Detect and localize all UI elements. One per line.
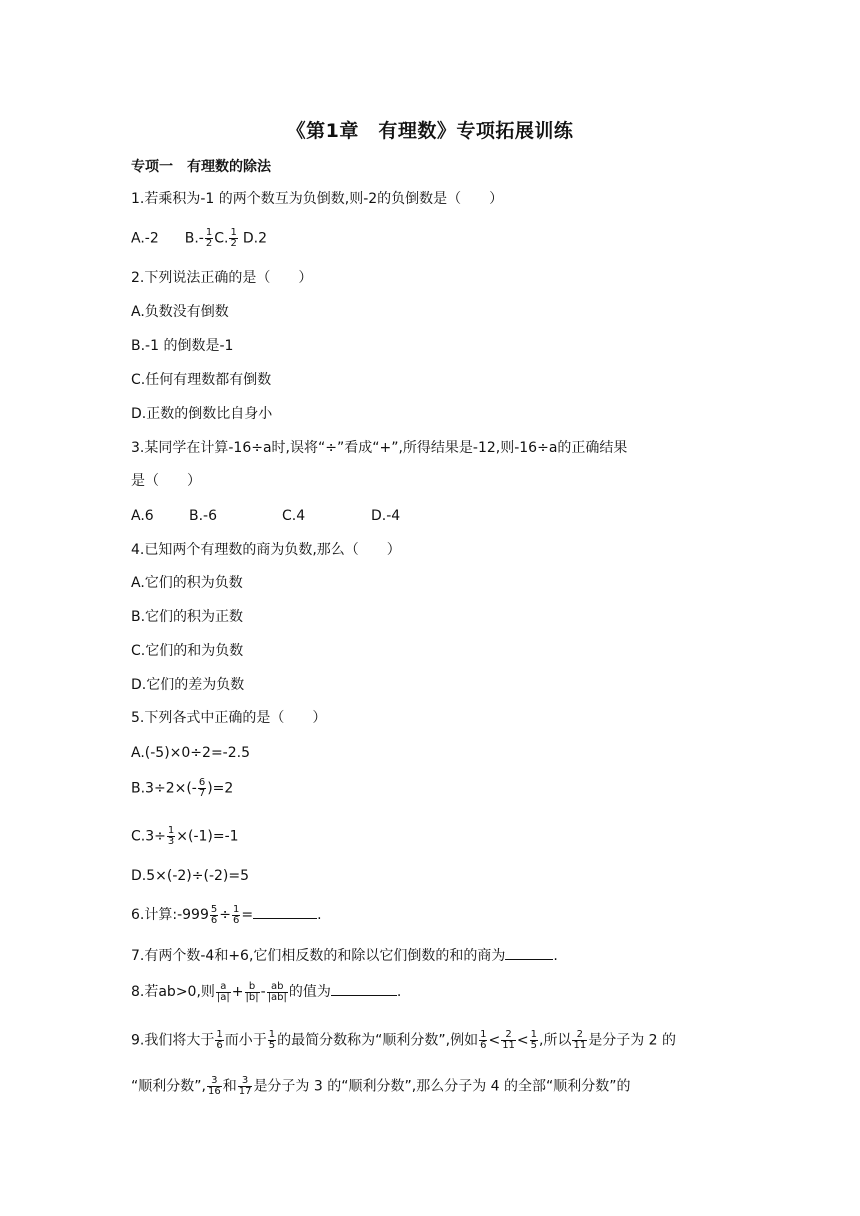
option-b: B.3÷2×(- $\frac{6}{7}$ )=2 bbox=[131, 777, 234, 799]
option-d: D.2 bbox=[242, 230, 267, 247]
option-b: B.- bbox=[184, 230, 204, 247]
fraction: $\frac{1}{2}$ bbox=[205, 227, 213, 249]
question-9-line-2: “顺利分数”, $\frac{3}{16}$ 和 $\frac{3}{17}$ 是分子为 3 的“顺利分数”,那么分子为 4 的全部“顺利分数”的 bbox=[131, 1075, 631, 1097]
question-3-stem: 3.某同学在计算-16÷a时,误将“÷”看成“+”,所得结果是-12,则-16÷a的正确结果 bbox=[131, 440, 628, 456]
section-heading: 专项一 有理数的除法 bbox=[131, 159, 271, 175]
fraction: $\frac{1}{3}$ bbox=[167, 825, 175, 847]
fraction: $\frac{1}{5}$ bbox=[530, 1029, 538, 1051]
option-a: A.6 bbox=[131, 508, 154, 524]
question-3-stem-cont: 是（ ） bbox=[131, 473, 201, 489]
question-3-options bbox=[131, 506, 400, 526]
option-c: C.它们的和为负数 bbox=[131, 643, 244, 659]
question-2-stem: 2.下列说法正确的是（ ） bbox=[131, 270, 313, 286]
answer-blank bbox=[505, 945, 553, 960]
option-c: C.4 bbox=[282, 508, 306, 524]
answer-blank bbox=[331, 981, 397, 996]
fraction: $\frac{2}{11}$ bbox=[573, 1029, 587, 1051]
fraction: $\frac{ab}{|ab|}$ bbox=[267, 980, 287, 1003]
question-7: 7.有两个数-4和+6,它们相反数的和除以它们倒数的和的商为 . bbox=[131, 945, 558, 966]
question-9-line-1: 9.我们将大于 $\frac{1}{6}$ 而小于 $\frac{1}{5}$ 的最简分数称为“顺利分数”,例如 $\frac{1}{6}$ < $\frac{2}{11}$ < $\frac{1}{5}$ ,所以 $\frac{2}{11}$ 是分子为 2 的 bbox=[131, 1029, 677, 1051]
option-c: C. bbox=[214, 230, 229, 247]
fraction: $\frac{6}{7}$ bbox=[198, 777, 206, 799]
option-d: D.正数的倒数比自身小 bbox=[131, 406, 273, 422]
option-a: A.它们的积为负数 bbox=[131, 575, 243, 591]
question-6: 6.计算:-999 $\frac{5}{6}$ ÷ $\frac{1}{6}$ = . bbox=[131, 903, 322, 926]
fraction: $\frac{1}{6}$ bbox=[480, 1029, 487, 1051]
answer-blank bbox=[253, 904, 317, 919]
option-d: D.-4 bbox=[371, 508, 401, 524]
option-d: D.它们的差为负数 bbox=[131, 677, 245, 693]
fraction: $\frac{1}{5}$ bbox=[268, 1029, 276, 1051]
option-b: B.-6 bbox=[189, 508, 218, 524]
option-a: A.-2 bbox=[131, 230, 159, 247]
option-c: C.3÷ $\frac{1}{3}$ ×(-1)=-1 bbox=[131, 825, 239, 847]
option-d: D.5×(-2)÷(-2)=5 bbox=[131, 868, 250, 884]
fraction: $\frac{1}{2}$ bbox=[230, 227, 237, 249]
fraction: $\frac{3}{17}$ bbox=[238, 1075, 252, 1097]
question-1-stem: 1.若乘积为-1 的两个数互为负倒数,则-2的负倒数是（ ） bbox=[131, 191, 504, 207]
question-4-stem: 4.已知两个有理数的商为负数,那么（ ） bbox=[131, 542, 401, 558]
option-a: A.负数没有倒数 bbox=[131, 304, 229, 320]
question-1-options bbox=[131, 228, 267, 249]
question-8: 8.若ab>0,则 $\frac{a}{|a|}$ + $\frac{b}{|b|}$ - $\frac{ab}{|ab|}$ 的值为 . bbox=[131, 980, 402, 1003]
fraction: $\frac{5}{6}$ bbox=[210, 903, 218, 926]
question-5-stem: 5.下列各式中正确的是（ ） bbox=[131, 710, 327, 726]
fraction: $\frac{b}{|b|}$ bbox=[245, 980, 259, 1003]
fraction: $\frac{2}{11}$ bbox=[502, 1029, 515, 1051]
option-b: B.它们的积为正数 bbox=[131, 609, 244, 625]
fraction: $\frac{a}{|a|}$ bbox=[216, 980, 230, 1003]
page-title: 《第1章 有理数》专项拓展训练 bbox=[286, 120, 574, 142]
fraction: $\frac{1}{6}$ bbox=[232, 903, 240, 926]
option-b: B.-1 的倒数是-1 bbox=[131, 338, 234, 354]
option-c: C.任何有理数都有倒数 bbox=[131, 372, 272, 388]
option-a: A.(-5)×0÷2=-2.5 bbox=[131, 745, 250, 761]
fraction: $\frac{3}{16}$ bbox=[207, 1075, 221, 1097]
fraction: $\frac{1}{6}$ bbox=[216, 1029, 223, 1051]
